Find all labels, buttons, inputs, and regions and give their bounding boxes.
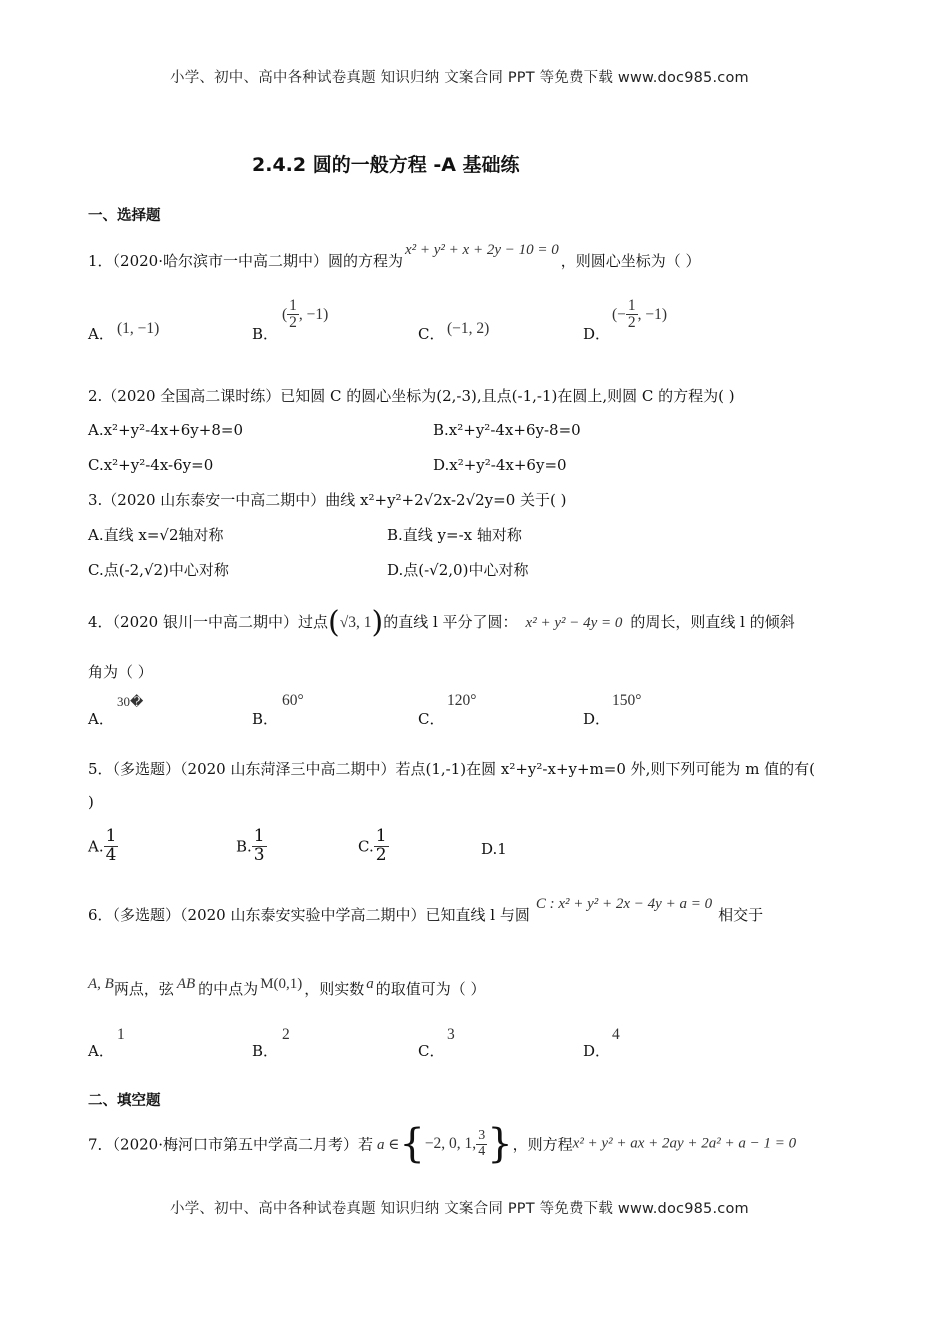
q4-option-d: D． [583,710,611,728]
question-6-line2: A, B两点，弦 AB 的中点为 M(0,1) ，则实数 a 的取值可为（ ） [88,976,486,998]
page-title: 2.4.2 圆的一般方程 -A 基础练 [252,154,520,176]
q1-option-c-value: (−1, 2) [447,320,490,337]
q1-option-b: B． [252,325,279,343]
q6-equation: C : x² + y² + 2x − 4y + a = 0 [535,896,713,912]
q7-equation: x² + y² + ax + 2ay + 2a² + a − 1 = 0 [572,1135,797,1152]
q4-option-a-value: 30� [117,694,144,709]
q6-option-d: D． [583,1042,611,1060]
question-1 [88,242,701,271]
question-6: 6．（多选题）（2020 山东泰安实验中学高二期中）已知直线 l 与圆C : x² + y² + 2x − 4y + a = 0相交于 [88,896,764,924]
section-heading-choice: 一、选择题 [88,208,161,224]
q4-point: √3, 1 [339,614,372,631]
q4-option-b-value: 60° [282,692,304,709]
q4-equation: x² + y² − 4y = 0 [525,615,623,631]
q3-option-c: C.点(-2,√2)中心对称 [88,561,229,579]
section-heading-fill: 二、填空题 [88,1093,161,1109]
q1-option-d: D． [583,325,611,343]
q6-option-a-value: 1 [117,1026,125,1043]
q1-option-b-value: ( $\frac{1}{2}$ , −1) [282,297,329,332]
q6-option-b: B． [252,1042,279,1060]
question-7: 7．（2020·梅河口市第五中学高二月考）若 a ∈{−2, 0, 1, $\frac{3}{4}$ }，则方程x² + y² + ax + 2ay + 2a² + a − 1 = 0 [88,1121,797,1167]
q6-option-d-value: 4 [612,1026,620,1043]
q1-option-a: A． [88,325,114,343]
q6-option-c-value: 3 [447,1026,455,1043]
q1-prefix: 1．（2020·哈尔滨市一中高二期中）圆的方程为 [88,252,403,270]
q5-option-a: A. $\frac{1}{4}$ [88,826,117,865]
q4-option-a: A． [88,710,114,728]
q5-option-c: C. $\frac{1}{2}$ [358,826,387,865]
q3-option-d: D.点(-√2,0)中心对称 [387,561,529,579]
q4-option-b: B． [252,710,279,728]
question-5-line2: ) [88,793,94,811]
q4-option-d-value: 150° [612,692,642,709]
page-header: 小学、初中、高中各种试卷真题 知识归纳 文案合同 PPT 等免费下载 www.doc985.com [170,70,749,86]
q1-suffix: ，则圆心坐标为（ ） [560,252,701,270]
q2-option-a: A.x²+y²-4x+6y+8=0 [88,421,244,439]
question-3: 3.（2020 山东泰安一中高二期中）曲线 x²+y²+2√2x-2√2y=0 关于( ) [88,491,567,509]
question-2: 2.（2020 全国高二课时练）已知圆 C 的圆心坐标为(2,-3),且点(-1,-1)在圆上,则圆 C 的方程为( ) [88,387,735,405]
q6-option-b-value: 2 [282,1026,290,1043]
q4-line2: 角为（ ） [88,663,153,681]
q1-equation: x² + y² + x + 2y − 10 = 0 [405,242,559,258]
q5-option-b: B. $\frac{1}{3}$ [236,826,265,865]
q2-option-d: D.x²+y²-4x+6y=0 [433,456,567,474]
q1-option-c: C． [418,325,445,343]
q3-option-a: A.直线 x=√2轴对称 [88,526,224,544]
question-4: 4．（2020 银川一中高二期中）过点(√3, 1)的直线 l 平分了圆： x² + y² − 4y = 0 的周长，则直线 l 的倾斜 [88,605,795,640]
q2-option-b: B.x²+y²-4x+6y-8=0 [433,421,581,439]
q1-option-a-value: (1, −1) [117,320,160,337]
q5-option-d: D.1 [481,840,507,858]
q3-option-b: B.直线 y=-x 轴对称 [387,526,522,544]
q4-option-c: C． [418,710,445,728]
question-5: 5．（多选题）（2020 山东菏泽三中高二期中）若点(1,-1)在圆 x²+y²-x+y+m=0 外,则下列可能为 m 值的有( [88,760,816,778]
q1-option-d-value: (− $\frac{1}{2}$ , −1) [612,297,668,332]
page-footer: 小学、初中、高中各种试卷真题 知识归纳 文案合同 PPT 等免费下载 www.doc985.com [170,1201,749,1217]
q2-option-c: C.x²+y²-4x-6y=0 [88,456,214,474]
q6-option-c: C． [418,1042,445,1060]
q6-option-a: A． [88,1042,114,1060]
q4-option-c-value: 120° [447,692,477,709]
